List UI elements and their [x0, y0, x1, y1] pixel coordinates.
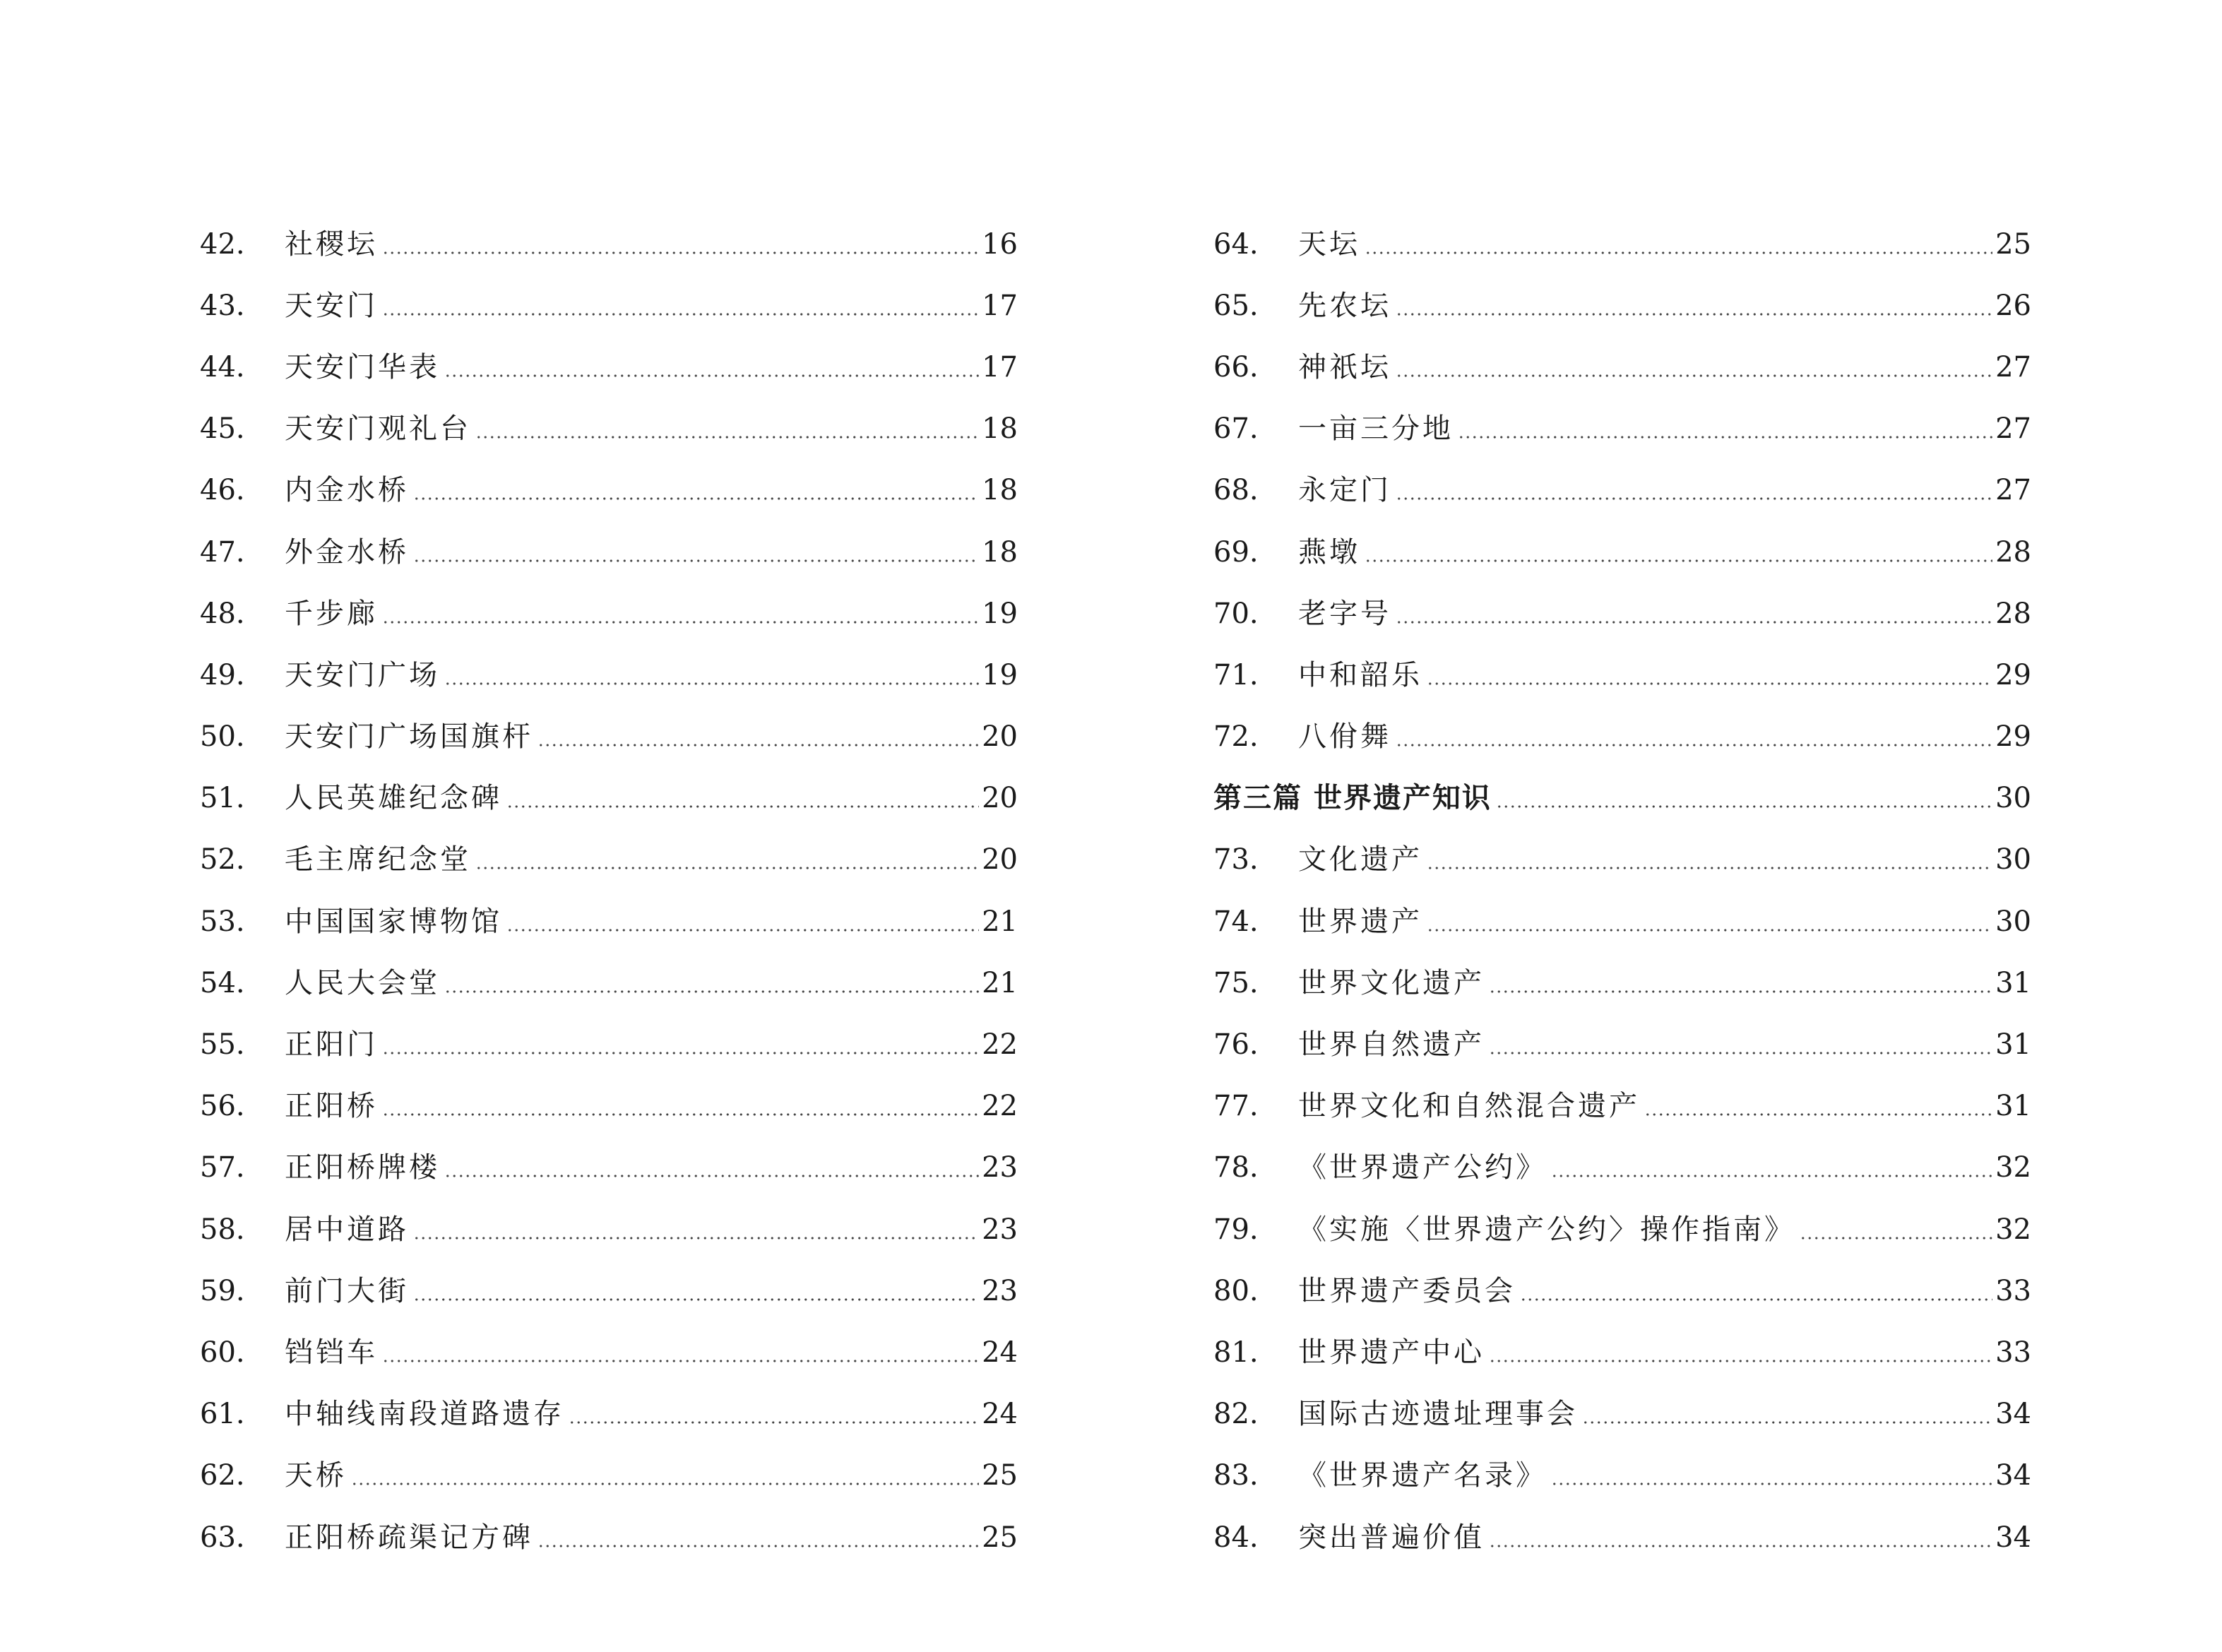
entry-page: 20	[982, 720, 1018, 754]
entry-number: 84.	[1213, 1521, 1259, 1554]
dot-leader	[1365, 538, 1992, 566]
entry-page: 18	[982, 412, 1018, 446]
dot-leader	[1365, 230, 1992, 259]
entry-page: 26	[1995, 289, 2031, 322]
toc-entry[interactable]	[1213, 644, 2031, 706]
dot-leader	[444, 1153, 979, 1182]
entry-page: 29	[1995, 720, 2031, 754]
toc-entry[interactable]	[1213, 1014, 2031, 1075]
entry-page: 23	[982, 1213, 1018, 1246]
toc-entry[interactable]	[200, 1507, 1018, 1568]
entry-page: 30	[1995, 843, 2031, 876]
entry-title: 外金水桥	[285, 535, 409, 569]
entry-page: 30	[1995, 905, 2031, 938]
entry-title: 人民大会堂	[285, 966, 440, 999]
entry-page: 25	[1995, 227, 2031, 261]
entry-title: 《世界遗产名录》	[1298, 1459, 1547, 1492]
entry-title: 中国国家博物馆	[285, 905, 502, 938]
dot-leader	[444, 353, 979, 381]
entry-title: 正阳桥疏渠记方碑	[285, 1521, 533, 1554]
toc-entry[interactable]	[200, 521, 1018, 583]
entry-number: 67.	[1213, 412, 1259, 446]
entry-page: 17	[982, 350, 1018, 384]
entry-title: 突出普遍价值	[1298, 1521, 1485, 1554]
entry-title: 永定门	[1298, 474, 1391, 507]
toc-entry[interactable]	[200, 829, 1018, 891]
toc-entry[interactable]	[1213, 398, 2031, 460]
dot-leader	[1489, 1030, 1992, 1059]
entry-title: 《世界遗产公约》	[1298, 1151, 1547, 1184]
toc-entry[interactable]	[200, 1321, 1018, 1383]
dot-leader	[382, 1338, 979, 1367]
entry-page: 22	[982, 1090, 1018, 1123]
entry-page: 32	[1995, 1151, 2031, 1184]
entry-number: 45.	[200, 412, 245, 446]
entry-page: 25	[982, 1459, 1018, 1492]
entry-title: 居中道路	[285, 1213, 409, 1246]
entry-page: 31	[1995, 1090, 2031, 1123]
entry-number: 74.	[1213, 905, 1259, 938]
dot-leader	[1489, 1523, 1992, 1552]
toc-entry[interactable]	[200, 952, 1018, 1014]
entry-page: 23	[982, 1151, 1018, 1184]
entry-page: 18	[982, 535, 1018, 569]
dot-leader	[537, 1523, 979, 1552]
entry-title: 中和韶乐	[1298, 658, 1422, 691]
entry-title: 天坛	[1298, 227, 1360, 261]
entry-number: 56.	[200, 1090, 245, 1123]
entry-title: 前门大街	[285, 1274, 409, 1307]
section-title: 第三篇 世界遗产知识	[1213, 781, 1492, 815]
entry-page: 22	[982, 1028, 1018, 1062]
toc-entry[interactable]	[1213, 891, 2031, 952]
toc-entry[interactable]	[200, 1260, 1018, 1321]
toc-entry[interactable]	[1213, 1260, 2031, 1321]
dot-leader	[1396, 292, 1992, 320]
entry-title: 社稷坛	[285, 227, 378, 261]
entry-page: 34	[1995, 1398, 2031, 1431]
dot-leader	[1496, 784, 1992, 812]
entry-number: 61.	[200, 1398, 245, 1431]
dot-leader	[1489, 1338, 1992, 1367]
entry-page: 27	[1995, 350, 2031, 384]
dot-leader	[569, 1400, 979, 1428]
toc-entry[interactable]	[1213, 1445, 2031, 1507]
toc-entry[interactable]	[200, 460, 1018, 521]
entry-title: 神祇坛	[1298, 350, 1391, 384]
toc-entry[interactable]	[1213, 1199, 2031, 1260]
entry-page: 34	[1995, 1459, 2031, 1492]
entry-page: 18	[982, 474, 1018, 507]
entry-number: 81.	[1213, 1336, 1259, 1369]
toc-entry[interactable]	[1213, 1076, 2031, 1137]
entry-title: 千步廊	[285, 597, 378, 630]
entry-number: 50.	[200, 720, 245, 754]
entry-page: 25	[982, 1521, 1018, 1554]
entry-number: 69.	[1213, 535, 1259, 569]
toc-entry[interactable]	[1213, 706, 2031, 768]
dot-leader	[413, 476, 979, 504]
entry-number: 60.	[200, 1336, 245, 1369]
entry-page: 28	[1995, 597, 2031, 630]
entry-page: 32	[1995, 1213, 2031, 1246]
entry-number: 42.	[200, 227, 245, 261]
entry-title: 铛铛车	[285, 1336, 378, 1369]
entry-number: 78.	[1213, 1151, 1259, 1184]
entry-title: 世界自然遗产	[1298, 1028, 1485, 1062]
entry-number: 71.	[1213, 658, 1259, 691]
entry-title: 世界遗产	[1298, 905, 1422, 938]
entry-number: 44.	[200, 350, 245, 384]
entry-title: 世界遗产委员会	[1298, 1274, 1516, 1307]
entry-number: 73.	[1213, 843, 1259, 876]
toc-entry[interactable]	[200, 706, 1018, 768]
dot-leader	[537, 723, 979, 751]
entry-title: 天安门广场	[285, 658, 440, 691]
entry-page: 29	[1995, 658, 2031, 691]
dot-leader	[1427, 908, 1992, 936]
toc-entry[interactable]	[200, 213, 1018, 275]
toc-entry[interactable]	[200, 768, 1018, 829]
entry-page: 19	[982, 597, 1018, 630]
entry-number: 59.	[200, 1274, 245, 1307]
entry-page: 27	[1995, 412, 2031, 446]
entry-number: 46.	[200, 474, 245, 507]
toc-entry[interactable]	[200, 1137, 1018, 1199]
entry-number: 49.	[200, 658, 245, 691]
entry-number: 53.	[200, 905, 245, 938]
entry-number: 52.	[200, 843, 245, 876]
entry-page: 28	[1995, 535, 2031, 569]
toc-entry[interactable]	[1213, 1137, 2031, 1199]
entry-number: 62.	[200, 1459, 245, 1492]
entry-page: 27	[1995, 474, 2031, 507]
entry-number: 57.	[200, 1151, 245, 1184]
entry-number: 48.	[200, 597, 245, 630]
dot-leader	[1800, 1216, 1992, 1244]
dot-leader	[382, 600, 979, 628]
toc-entry[interactable]	[200, 398, 1018, 460]
entry-number: 65.	[1213, 289, 1259, 322]
dot-leader	[413, 1216, 979, 1244]
toc-entry[interactable]	[1213, 213, 2031, 275]
dot-leader	[1644, 1092, 1992, 1120]
entry-number: 75.	[1213, 966, 1259, 999]
entry-title: 文化遗产	[1298, 843, 1422, 876]
dot-leader	[1582, 1400, 1992, 1428]
entry-number: 66.	[1213, 350, 1259, 384]
dot-leader	[413, 1277, 979, 1305]
entry-number: 70.	[1213, 597, 1259, 630]
dot-leader	[1520, 1277, 1992, 1305]
entry-title: 正阳桥	[285, 1090, 378, 1123]
dot-leader	[382, 1092, 979, 1120]
toc-entry[interactable]	[1213, 521, 2031, 583]
toc-entry[interactable]	[200, 336, 1018, 398]
entry-number: 64.	[1213, 227, 1259, 261]
dot-leader	[351, 1461, 979, 1490]
dot-leader	[506, 784, 979, 812]
toc-entry[interactable]	[200, 891, 1018, 952]
entry-page: 24	[982, 1398, 1018, 1431]
entry-number: 47.	[200, 535, 245, 569]
dot-leader	[444, 969, 979, 997]
toc-entry[interactable]	[1213, 829, 2031, 891]
entry-title: 正阳桥牌楼	[285, 1151, 440, 1184]
entry-page: 17	[982, 289, 1018, 322]
entry-page: 33	[1995, 1336, 2031, 1369]
toc-entry[interactable]	[200, 1384, 1018, 1445]
toc-entry[interactable]	[1213, 460, 2031, 521]
toc-right-column	[1213, 213, 2031, 1568]
entry-title: 正阳门	[285, 1028, 378, 1062]
dot-leader	[1396, 353, 1992, 381]
entry-number: 83.	[1213, 1459, 1259, 1492]
entry-page: 31	[1995, 966, 2031, 999]
entry-title: 世界文化和自然混合遗产	[1298, 1090, 1640, 1123]
toc-section-heading[interactable]	[1213, 768, 2031, 829]
entry-page: 20	[982, 843, 1018, 876]
dot-leader	[382, 230, 979, 259]
toc-entry[interactable]	[200, 1014, 1018, 1075]
toc-entry[interactable]	[1213, 1321, 2031, 1383]
entry-number: 68.	[1213, 474, 1259, 507]
entry-title: 内金水桥	[285, 474, 409, 507]
toc-entry[interactable]	[200, 1076, 1018, 1137]
entry-title: 老字号	[1298, 597, 1391, 630]
toc-entry[interactable]	[1213, 952, 2031, 1014]
entry-title: 燕墩	[1298, 535, 1360, 569]
dot-leader	[444, 661, 979, 689]
entry-number: 80.	[1213, 1274, 1259, 1307]
dot-leader	[1396, 723, 1992, 751]
entry-page: 20	[982, 782, 1018, 815]
dot-leader	[1427, 661, 1992, 689]
dot-leader	[1489, 969, 1992, 997]
entry-title: 毛主席纪念堂	[285, 843, 471, 876]
entry-page: 19	[982, 658, 1018, 691]
entry-title: 天安门华表	[285, 350, 440, 384]
entry-number: 43.	[200, 289, 245, 322]
entry-title: 一亩三分地	[1298, 412, 1454, 446]
toc-entry[interactable]	[1213, 336, 2031, 398]
toc-entry[interactable]	[200, 583, 1018, 644]
section-page: 30	[1995, 782, 2031, 815]
entry-number: 55.	[200, 1028, 245, 1062]
entry-number: 54.	[200, 966, 245, 999]
dot-leader	[413, 538, 979, 566]
entry-page: 23	[982, 1274, 1018, 1307]
entry-page: 33	[1995, 1274, 2031, 1307]
entry-title: 《实施〈世界遗产公约〉操作指南》	[1298, 1213, 1795, 1246]
entry-title: 人民英雄纪念碑	[285, 782, 502, 815]
dot-leader	[382, 292, 979, 320]
dot-leader	[382, 1030, 979, 1059]
toc-entry[interactable]	[200, 1445, 1018, 1507]
toc-entry[interactable]	[1213, 275, 2031, 336]
toc-entry[interactable]	[200, 644, 1018, 706]
toc-left-column	[200, 213, 1018, 1568]
entry-title: 天安门	[285, 289, 378, 322]
toc-entry[interactable]	[200, 275, 1018, 336]
entry-page: 21	[982, 905, 1018, 938]
entry-page: 21	[982, 966, 1018, 999]
entry-title: 世界文化遗产	[1298, 966, 1485, 999]
entry-title: 天桥	[285, 1459, 347, 1492]
entry-number: 76.	[1213, 1028, 1259, 1062]
entry-number: 82.	[1213, 1398, 1259, 1431]
entry-number: 72.	[1213, 720, 1259, 754]
entry-title: 世界遗产中心	[1298, 1336, 1485, 1369]
entry-title: 中轴线南段道路遗存	[285, 1398, 564, 1431]
toc-entry[interactable]	[200, 1199, 1018, 1260]
entry-title: 先农坛	[1298, 289, 1391, 322]
entry-number: 79.	[1213, 1213, 1259, 1246]
entry-page: 31	[1995, 1028, 2031, 1062]
toc-entry[interactable]	[1213, 583, 2031, 644]
dot-leader	[1551, 1461, 1992, 1490]
entry-number: 51.	[200, 782, 245, 815]
entry-number: 77.	[1213, 1090, 1259, 1123]
entry-page: 24	[982, 1336, 1018, 1369]
entry-title: 天安门观礼台	[285, 412, 471, 446]
entry-title: 国际古迹遗址理事会	[1298, 1398, 1578, 1431]
dot-leader	[506, 908, 979, 936]
dot-leader	[475, 415, 979, 443]
entry-page: 16	[982, 227, 1018, 261]
entry-number: 63.	[200, 1521, 245, 1554]
entry-page: 34	[1995, 1521, 2031, 1554]
dot-leader	[475, 845, 979, 874]
dot-leader	[1551, 1153, 1992, 1182]
entry-title: 天安门广场国旗杆	[285, 720, 533, 754]
toc-entry[interactable]	[1213, 1384, 2031, 1445]
entry-title: 八佾舞	[1298, 720, 1391, 754]
dot-leader	[1427, 845, 1992, 874]
entry-number: 58.	[200, 1213, 245, 1246]
dot-leader	[1396, 476, 1992, 504]
toc-entry[interactable]	[1213, 1507, 2031, 1568]
dot-leader	[1396, 600, 1992, 628]
dot-leader	[1458, 415, 1992, 443]
